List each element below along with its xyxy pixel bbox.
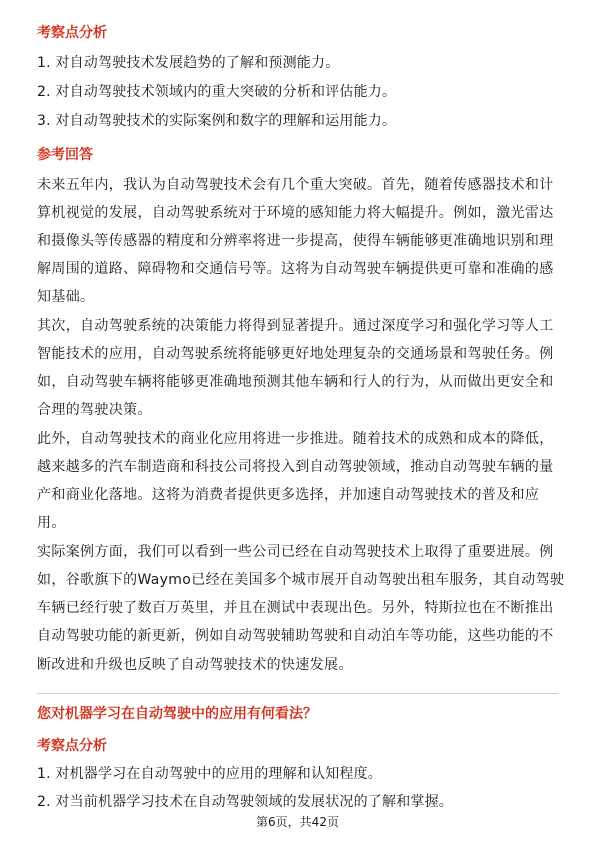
answer-line: 未来五年内，我认为自动驾驶技术会有几个重大突破。首先，随着传感器技术和计 — [37, 177, 554, 193]
answer-line: 用。 — [37, 515, 66, 531]
analysis-item-1: 1. 对自动驾驶技术发展趋势的了解和预测能力。 — [37, 55, 340, 71]
analysis-item-2: 2. 对自动驾驶技术领域内的重大突破的分析和评估能力。 — [37, 84, 397, 100]
question-title: 您对机器学习在自动驾驶中的应用有何看法？ — [37, 706, 317, 722]
analysis-item-2: 2. 对当前机器学习技术在自动驾驶领域的发展状况的了解和掌握。 — [37, 794, 454, 810]
answer-line: 车辆已经行驶了数百万英里，并且在测试中表现出色。另外，特斯拉也在不断推出 — [37, 600, 554, 616]
answer-line: 知基础。 — [37, 289, 95, 305]
answer-line: 断改进和升级也反映了自动驾驶技术的快速发展。 — [37, 657, 353, 673]
answer-line: 自动驾驶功能的新更新，例如自动驾驶辅助驾驶和自动泊车等功能，这些功能的不 — [37, 628, 554, 644]
answer-line: 此外，自动驾驶技术的商业化应用将进一步推进。随着技术的成熟和成本的降低， — [37, 431, 554, 447]
page-number: 第6页，共42页 — [256, 815, 339, 829]
answer-line: 如，自动驾驶车辆将能够更准确地预测其他车辆和行人的行为，从而做出更安全和 — [37, 374, 554, 390]
section-heading-analysis-2: 考察点分析 — [37, 738, 107, 754]
answer-line: 合理的驾驶决策。 — [37, 402, 152, 418]
answer-line: 其次，自动驾驶系统的决策能力将得到显著提升。通过深度学习和强化学习等人工 — [37, 318, 554, 334]
analysis-item-1: 1. 对机器学习在自动驾驶中的应用的理解和认知程度。 — [37, 766, 383, 782]
analysis-item-3: 3. 对自动驾驶技术的实际案例和数字的理解和运用能力。 — [37, 113, 397, 129]
answer-line: 和摄像头等传感器的精度和分辨率将进一步提高，使得车辆能够更准确地识别和理 — [37, 233, 554, 249]
section-divider — [37, 693, 559, 694]
answer-line: 如，谷歌旗下的Waymo已经在美国多个城市展开自动驾驶出租车服务，其自动驾驶 — [37, 572, 565, 588]
answer-line: 算机视觉的发展，自动驾驶系统对于环境的感知能力将大幅提升。例如，激光雷达 — [37, 205, 554, 221]
section-heading-answer: 参考回答 — [37, 147, 93, 163]
answer-line: 产和商业化落地。这将为消费者提供更多选择，并加速自动驾驶技术的普及和应 — [37, 487, 540, 503]
section-heading-analysis: 考察点分析 — [37, 25, 107, 41]
answer-line: 智能技术的应用，自动驾驶系统将能够更好地处理复杂的交通场景和驾驶任务。例 — [37, 346, 554, 362]
answer-line: 越来越多的汽车制造商和科技公司将投入到自动驾驶领域，推动自动驾驶车辆的量 — [37, 459, 554, 475]
answer-line: 实际案例方面，我们可以看到一些公司已经在自动驾驶技术上取得了重要进展。例 — [37, 544, 554, 560]
answer-line: 解周围的道路、障碍物和交通信号等。这将为自动驾驶车辆提供更可靠和准确的感 — [37, 261, 554, 277]
